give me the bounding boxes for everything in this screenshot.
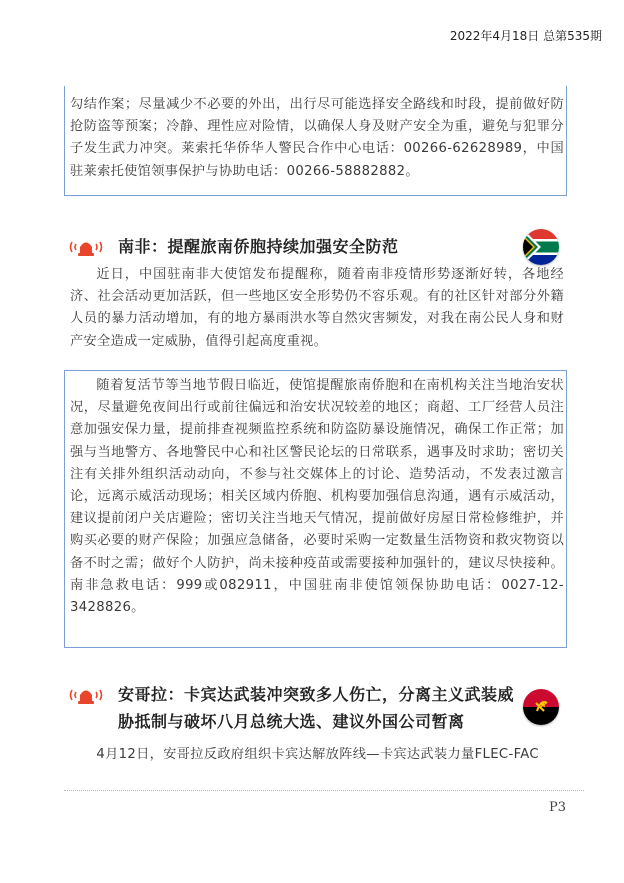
notice-text-south-africa: 随着复活节等当地节假日临近，使馆提醒旅南侨胞和在南机构关注当地治安状况，尽量避免夜间出行或前往偏远和治安状况较差的地区；商超、工厂经营人员注意加强安保力量，提前排查视频监控系统和防盗防暴设施情况，确保工作正常；加强与当地警方、各地警民中心和社区警民论坛的日常联系，遇事及时求助；密切关注有关排外组织活动动向，不参与社交媒体上的讨论、造势活动，不发表过激言论，远离示威活动现场；相关区域内侨胞、机构要加强信息沟通，遇有示威活动，建议提前闭户关店避险；密切关注当地天气情况，提前做好房屋日常检修维护，并购买必要的财产保险；加强应急储备，必要时采购一定数量生活物资和救灾物资以备不时之需；做好个人防护，尚未接种疫苗或需要接种加强针的，建议尽快接种。南非急救电话：999或082911，中国驻南非使馆领保协助电话：0027-12-3428826。 bbox=[70, 378, 564, 616]
alarm-icon bbox=[68, 684, 104, 706]
angola-flag-icon bbox=[523, 689, 559, 725]
issue-date-header: 2022年4月18日 总第535期 bbox=[449, 29, 602, 43]
page-number: P3 bbox=[548, 800, 566, 815]
south-africa-flag-icon bbox=[523, 229, 559, 265]
notice-text-lesotho: 勾结作案；尽量减少不必要的外出，出行尽可能选择安全路线和时段，提前做好防抢防盗等预案；冷静、理性应对险情，以确保人身及财产安全为重，避免与犯罪分子发生武力冲突。莱索托华侨华人警民合作中心电话：00266-62628989，中国驻莱索托使馆领事保护与协助电话：00266-58882882。 bbox=[70, 97, 564, 179]
alarm-icon bbox=[68, 236, 104, 258]
intro-text-south-africa: 近日，中国驻南非大使馆发布提醒称，随着南非疫情形势逐渐好转，各地经济、社会活动更加活跃，但一些地区安全形势仍不容乐观。有的社区针对部分外籍人员的暴力活动增加，有的地方暴雨洪水等自然灾害频发，对我在南公民人身和财产安全造成一定威胁，值得引起高度重视。 bbox=[70, 267, 564, 349]
footer-divider bbox=[64, 790, 584, 791]
section-title-south-africa: 南非：提醒旅南侨胞持续加强安全防范 bbox=[118, 237, 399, 256]
section-title-angola: 安哥拉：卡宾达武装冲突致多人伤亡，分离主义武装威胁抵制与破坏八月总统大选、建议外国公司暂离 bbox=[118, 685, 515, 731]
intro-text-angola: 4月12日，安哥拉反政府组织卡宾达解放阵线—卡宾达武装力量FLEC-FAC bbox=[96, 747, 539, 762]
